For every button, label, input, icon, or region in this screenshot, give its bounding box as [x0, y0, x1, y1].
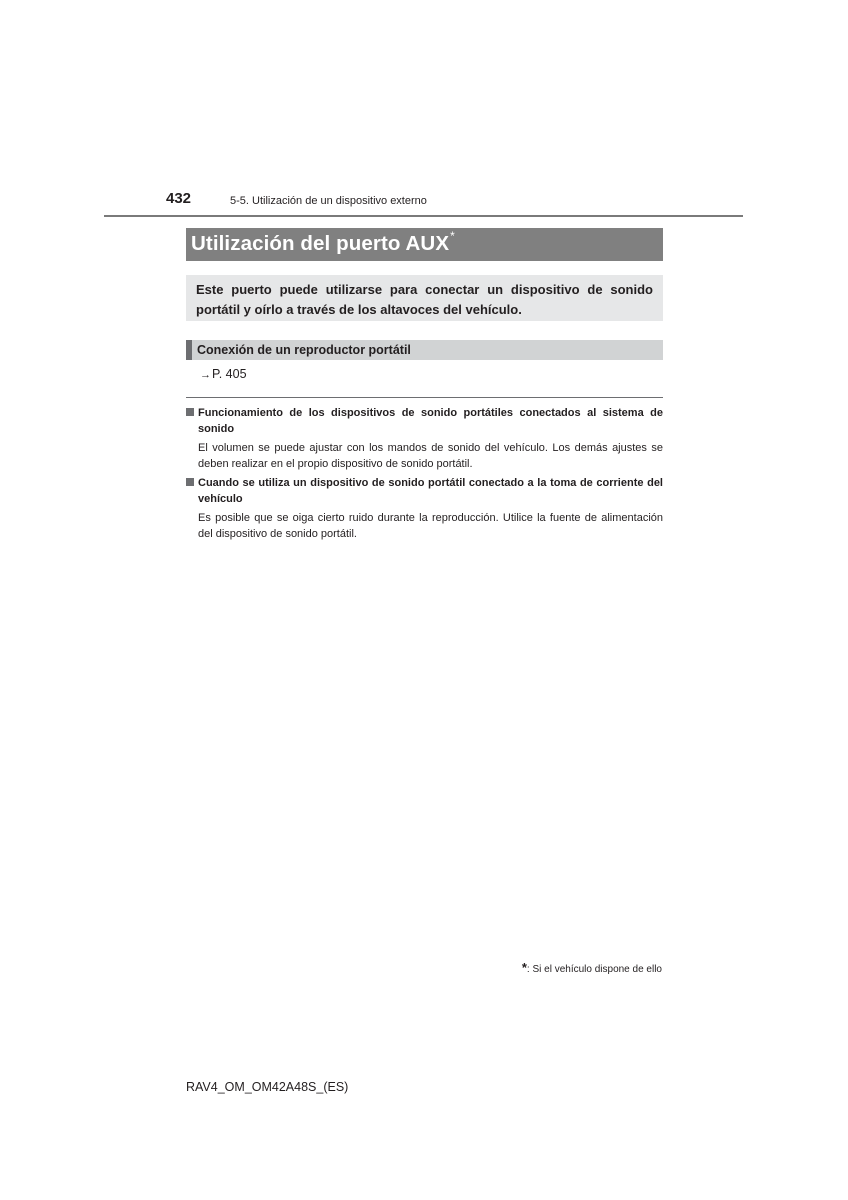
- note-item: [186, 405, 663, 472]
- header-divider: [104, 215, 743, 217]
- note-item: [186, 475, 663, 542]
- page-number: 432: [166, 190, 192, 207]
- note-body: El volumen se puede ajustar con los mandos de sonido del vehículo. Los demás ajustes se deben realizar en el propio dispositivo de sonido portátil.: [198, 442, 663, 470]
- document-code: RAV4_OM_OM42A48S_(ES): [186, 1080, 349, 1094]
- note-heading: [186, 475, 663, 507]
- asterisk-marker: *: [521, 960, 527, 975]
- section-breadcrumb: 5-5. Utilización de un dispositivo externo: [230, 195, 427, 207]
- arrow-right-icon: →: [200, 369, 211, 381]
- page-title: [191, 229, 455, 256]
- footnote: [522, 960, 662, 975]
- page-title-text: Utilización del puerto AUX: [191, 232, 450, 255]
- subsection-heading: Conexión de un reproductor portátil: [186, 340, 663, 360]
- page-reference: [200, 367, 247, 381]
- intro-box: Este puerto puede utilizarse para conectar un dispositivo de sonido portátil y oírlo a través de los altavoces del vehículo.: [186, 275, 663, 321]
- page-reference-link[interactable]: P. 405: [212, 367, 247, 381]
- note-heading-text: Cuando se utiliza un dispositivo de sonido portátil conectado a la toma de corriente del vehículo: [198, 477, 663, 505]
- square-bullet-icon: [186, 478, 194, 486]
- square-bullet-icon: [186, 408, 194, 416]
- note-body: Es posible que se oiga cierto ruido durante la reproducción. Utilice la fuente de alimentación del dispositivo de sonido portátil.: [198, 512, 663, 540]
- title-asterisk: *: [450, 229, 455, 243]
- page-title-bar: [186, 228, 663, 261]
- subsection-divider: [186, 397, 663, 398]
- footnote-text: : Si el vehículo dispone de ello: [526, 964, 662, 975]
- note-heading-text: Funcionamiento de los dispositivos de sonido portátiles conectados al sistema de sonido: [198, 407, 663, 435]
- note-heading: [186, 405, 663, 437]
